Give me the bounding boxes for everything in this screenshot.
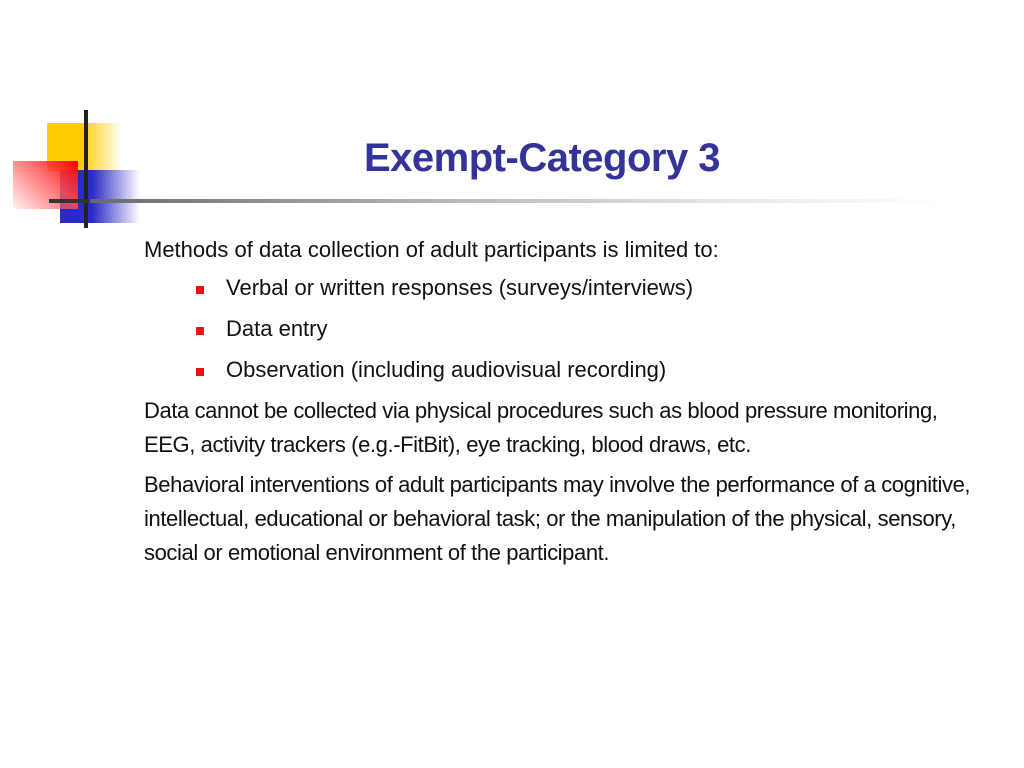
bullet-item xyxy=(226,312,994,353)
slide-title: Exempt-Category 3 xyxy=(364,136,721,180)
bullet-list xyxy=(144,271,994,394)
bullet-text: Verbal or written responses (surveys/interviews) xyxy=(226,275,694,300)
slide-body xyxy=(144,233,994,576)
bullet-text: Observation (including audiovisual recording) xyxy=(226,357,667,382)
square-bullet-icon xyxy=(196,368,204,376)
square-bullet-icon xyxy=(196,286,204,294)
square-bullet-icon xyxy=(196,327,204,335)
title-divider xyxy=(90,199,950,203)
paragraph-behavioral-interventions: Behavioral interventions of adult participants may involve the performance of a cognitive, intellectual, educational or behavioral task; or the manipulation of the physical, sensory, social or emotional environment of the participant. xyxy=(144,472,971,565)
bullet-text: Data entry xyxy=(226,316,328,341)
paragraph-physical-procedures: Data cannot be collected via physical procedures such as blood pressure monitoring, EEG, activity trackers (e.g.-FitBit), eye tracking, blood draws, etc. xyxy=(144,398,938,457)
bullet-item xyxy=(226,271,994,312)
bullet-item xyxy=(226,353,994,394)
intro-text: Methods of data collection of adult participants is limited to: xyxy=(144,237,719,262)
logo-vertical-line-icon xyxy=(84,110,88,228)
